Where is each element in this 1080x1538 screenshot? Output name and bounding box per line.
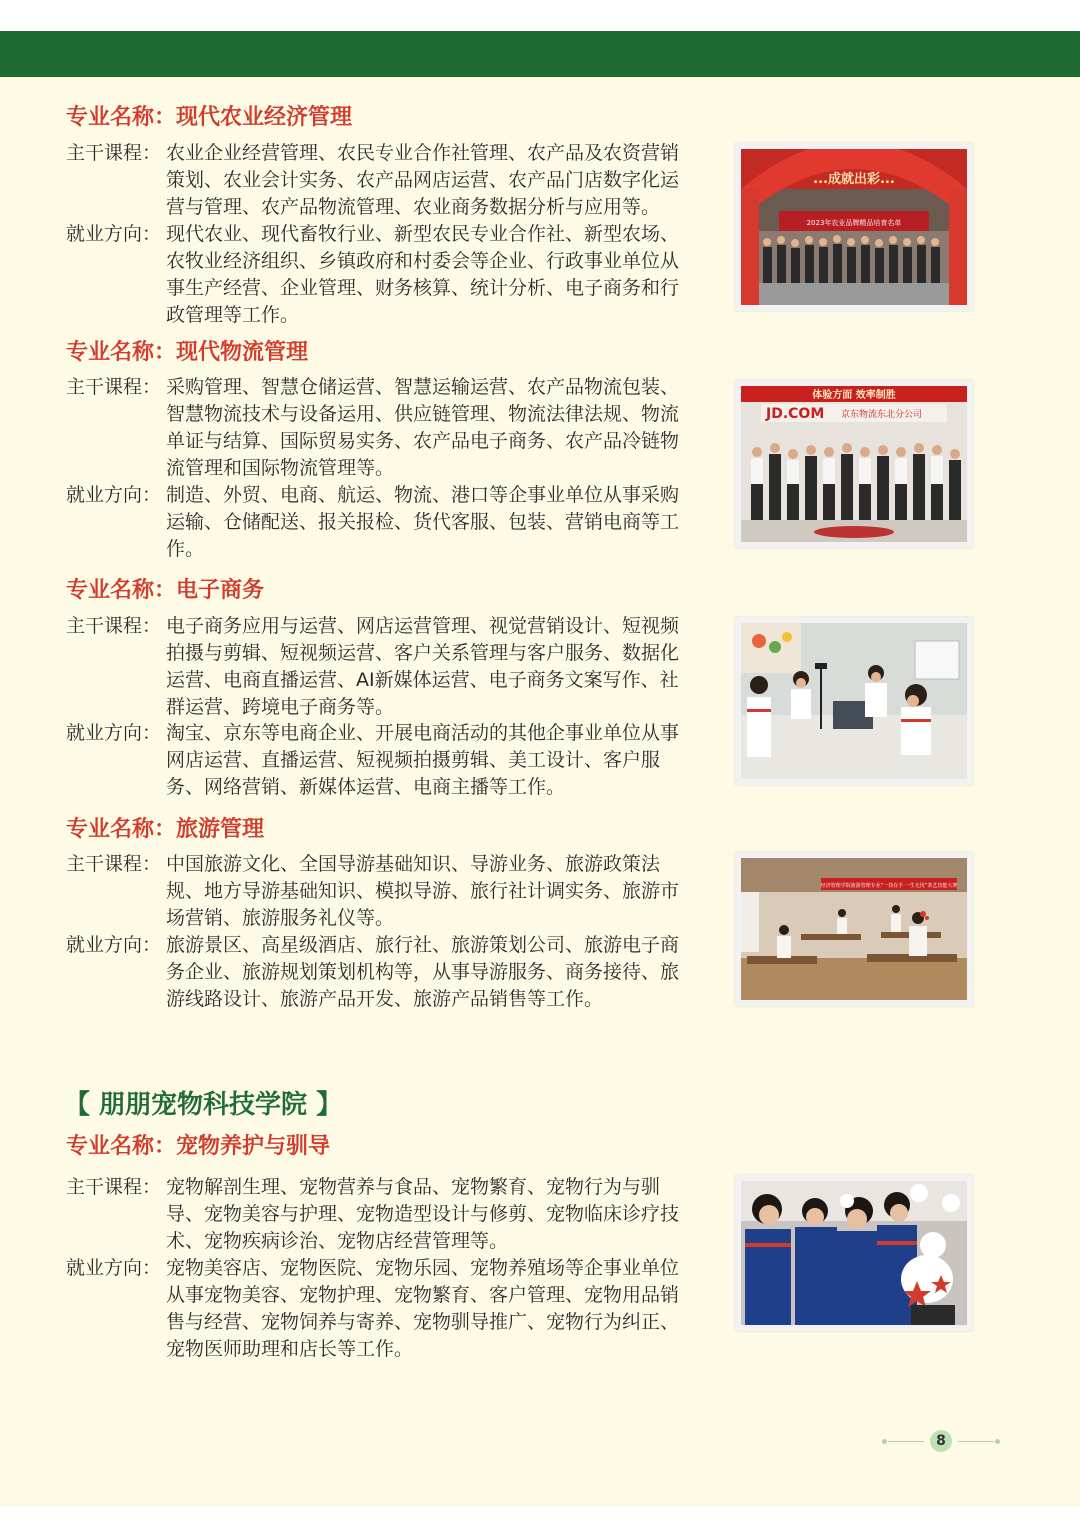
courses-text: 中国旅游文化、全国导游基础知识、导游业务、旅游政策法规、地方导游基础知识、模拟导游、旅行社计调实务、旅游市场营销、旅游服务礼仪等。 — [166, 853, 680, 929]
courses-text: 宠物解剖生理、宠物营养与食品、宠物繁育、宠物行为与驯导、宠物美容与护理、宠物造型设计与修剪、宠物临床诊疗技术、宠物疾病诊治、宠物店经营管理等。 — [166, 1176, 680, 1252]
jobs-label: 就业方向： — [66, 934, 162, 956]
divider-dot — [995, 1439, 1000, 1444]
jobs-text: 旅游景区、高星级酒店、旅行社、旅游策划公司、旅游电子商务企业、旅游规划策划机构等，从事导游服务、商务接待、旅游线路设计、旅游产品开发、旅游产品销售等工作。 — [166, 934, 680, 1010]
college-title: 【 朋朋宠物科技学院 】 — [64, 1090, 343, 1120]
slogan-text: 体验方面 效率制胜 — [812, 390, 896, 401]
courses-label: 主干课程： — [66, 615, 162, 637]
agri-event-photo — [741, 149, 967, 305]
jobs-text: 宠物美容店、宠物医院、宠物乐园、宠物养殖场等企事业单位从事宠物美容、宠物护理、宠物繁育、客户管理、宠物用品销售与经营、宠物饲养与寄养、宠物驯导推广、宠物行为纠正、宠物医师助理和店长等工作。 — [166, 1257, 680, 1360]
courses-text: 电子商务应用与运营、网店运营管理、视觉营销设计、短视频拍摄与剪辑、短视频运营、客户关系管理与客户服务、数据化运营、电商直播运营、AI新媒体运营、电子商务文案写作、社群运营、跨境电子商务等。 — [166, 615, 680, 718]
major-title-tourism: 专业名称：旅游管理 — [66, 817, 265, 842]
major-title-ecommerce: 专业名称：电子商务 — [66, 578, 265, 603]
tea-contest-photo — [741, 858, 967, 1000]
arch-text: ...成就出彩... — [813, 172, 895, 187]
photo-agri-event — [735, 143, 973, 311]
event-banner-text: 2023年农业品牌精品培育名单 — [806, 219, 902, 227]
divider-line — [958, 1441, 994, 1442]
jobs-label: 就业方向： — [66, 722, 162, 744]
courses-label: 主干课程： — [66, 376, 162, 398]
contest-banner-text: 经济管理学院旅游管理专业“一技在手 一生无忧”茶艺技能大赛 — [820, 883, 958, 889]
jobs-text: 制造、外贸、电商、航运、物流、港口等企事业单位从事采购运输、仓储配送、报关报检、货代客服、包装、营销电商等工作。 — [166, 484, 680, 560]
page-number: 8 — [930, 1430, 952, 1452]
major-title-pet-care: 专业名称：宠物养护与驯导 — [66, 1134, 331, 1159]
header-band — [0, 31, 1080, 77]
jd-branch-text: 京东物流东北分公司 — [841, 410, 923, 420]
divider-line — [888, 1441, 924, 1442]
photo-jd-logistics — [735, 380, 973, 548]
courses-label: 主干课程： — [66, 142, 162, 164]
photo-pet-grooming — [735, 1175, 973, 1331]
jd-logo-text: JD.COM — [766, 406, 825, 422]
jobs-text: 淘宝、京东等电商企业、开展电商活动的其他企事业单位从事网店运营、直播运营、短视频拍摄剪辑、美工设计、客户服务、网络营销、新媒体运营、电商主播等工作。 — [166, 722, 680, 798]
jd-group-photo — [741, 386, 967, 542]
jobs-text: 现代农业、现代畜牧行业、新型农民专业合作社、新型农场、农牧业经济组织、乡镇政府和村委会等企业、行政事业单位从事生产经营、企业管理、财务核算、统计分析、电子商务和行政管理等工作。 — [166, 223, 680, 326]
courses-text: 采购管理、智慧仓储运营、智慧运输运营、农产品物流包装、智慧物流技术与设备运用、供应链管理、物流法律法规、物流单证与结算、国际贸易实务、农产品电子商务、农产品冷链物流管理和国际物流管理等。 — [166, 376, 680, 479]
page-number-area — [882, 1430, 1000, 1454]
courses-label: 主干课程： — [66, 853, 162, 875]
jobs-label: 就业方向： — [66, 223, 162, 245]
courses-label: 主干课程： — [66, 1176, 162, 1198]
major-title-logistics: 专业名称：现代物流管理 — [66, 340, 309, 365]
jobs-label: 就业方向： — [66, 1257, 162, 1279]
pet-grooming-photo — [741, 1181, 967, 1325]
divider-dot — [882, 1439, 887, 1444]
ecommerce-class-photo — [741, 623, 967, 779]
courses-text: 农业企业经营管理、农民专业合作社管理、农产品及农资营销策划、农业会计实务、农产品网店运营、农产品门店数字化运营与管理、农产品物流管理、农业商务数据分析与应用等。 — [166, 142, 680, 218]
major-title-agri-econ: 专业名称：现代农业经济管理 — [66, 105, 353, 130]
jobs-label: 就业方向： — [66, 484, 162, 506]
photo-ecommerce-class — [735, 617, 973, 785]
photo-tea-contest — [735, 852, 973, 1006]
